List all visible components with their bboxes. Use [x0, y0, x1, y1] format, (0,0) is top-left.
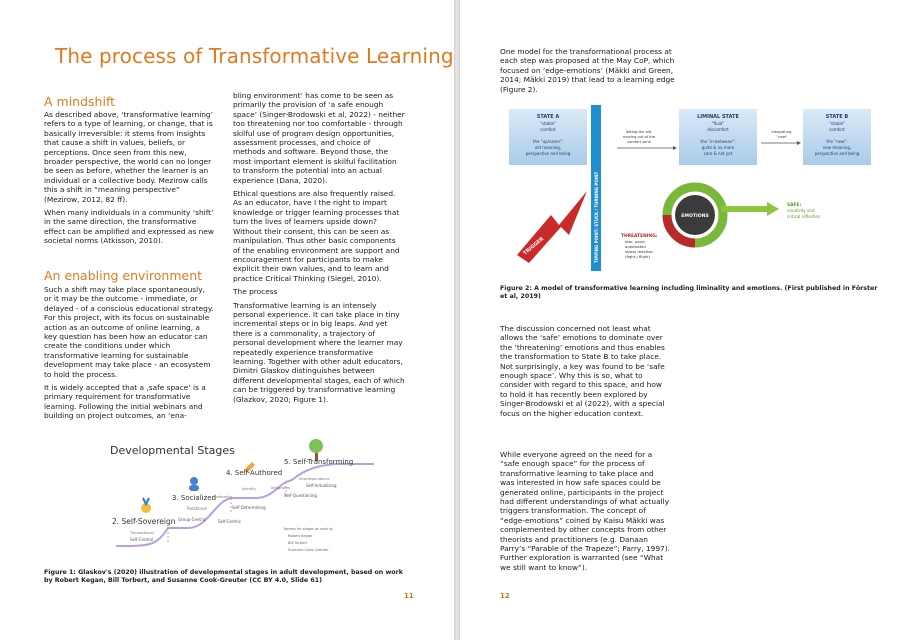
- heading-mindshift: A mindshift: [44, 94, 116, 109]
- subheading-process: The process: [233, 287, 278, 297]
- page-12: [460, 0, 917, 640]
- paragraph: bling environment’ has come to be seen as primarily the provision of ‘a safe enough space’ (Singer-Brodowski et al, 2022) - neither too threatening nor too comfortable - through skilful use of program design opportunities, assessment processes, and choice of methods and software. Beyond those, the most important element is skilful facilitation to transform the potential into an actual experience (Dana, 2020).: [233, 91, 405, 185]
- state-b-sub: "stable": [829, 121, 845, 126]
- credit: Names for stages as used by: [284, 527, 334, 531]
- threat-label: stress reaction: [625, 249, 653, 254]
- emotions-label: EMOTIONS: [681, 214, 709, 219]
- stage-4-label: 4. Self-Authored: [226, 469, 283, 477]
- column-1-top: [44, 110, 214, 250]
- tag: Self-Control: [130, 537, 154, 542]
- state-b-desc: perspective and being: [814, 151, 860, 156]
- transformative-learning-model-figure: [507, 103, 873, 273]
- state-a-sub: "stable": [540, 121, 556, 126]
- integrating-label: integrating,: [771, 130, 793, 134]
- safe-label: creativity and: [787, 208, 815, 213]
- figure-1-caption: Figure 1: Glaskov's (2020) illustration of developmental stages in adult development, based on work by Robert Kegan, Bill Torbert, and Susanne Cook-Greuter (CC BY 4.0, Slide 61): [44, 569, 403, 585]
- paragraph: Ethical questions are also frequently raised. As an educator, have I the right to impart knowledge or trigger learning processes that turn the lives of learners upside down? Without their consent, this can be seen as manipulation. Thus other basic components of the enabling environment are support and encouragement for participants to make explicit their own values, and to learn and practice Critical Thinking (Siegel, 2010).: [233, 189, 400, 283]
- arrow-head-icon: [673, 146, 677, 150]
- liminal-title: LIMINAL STATE: [697, 114, 739, 120]
- stage-3-label: 3. Socialized: [172, 494, 217, 502]
- tag: Conformity: [212, 495, 232, 499]
- leaving-label: letting the old,: [625, 130, 653, 134]
- liminal-sub2: discomfort: [707, 127, 729, 132]
- figure-2-caption: Figure 2: A model of transformative learning including liminality and emotions. (First published in Förster et al, 2019): [500, 285, 878, 301]
- threat-label: automated: [625, 244, 646, 249]
- state-a-desc: the "up/same":: [532, 139, 564, 144]
- staircase-dots: [168, 482, 286, 542]
- liminal-desc: the "in-between":: [700, 139, 736, 144]
- paragraph: It is widely accepted that a ‚safe space‘ is a primary requirement for transformative learning. Following the initial webinars and building on project outcomes, an ‘ena-: [44, 383, 206, 421]
- paragraph: The discussion concerned not least what allows the ‘safe’ emotions to dominate over the ‘threatening’ emotions and thus enables the transformation to State B to take place. Not surprisingly, a key was found to be ‘safe enough space’. Why this is so, what to consider with regard to this space, and how to hold it has recently been explored by Singer-Brodowski et al (2022), with a special focus on the higher education context.: [500, 324, 665, 418]
- liminal-desc: care & not yet: [703, 151, 733, 156]
- state-b-title: STATE B: [825, 114, 849, 120]
- page-11: [0, 0, 454, 640]
- state-a-sub2: comfort: [540, 127, 556, 132]
- people-icon: [190, 477, 198, 485]
- credit: Robert Kegan: [288, 534, 313, 538]
- medal-ribbon-icon: [143, 498, 149, 504]
- tag: Self-Actualizing: [306, 483, 337, 488]
- column-1-bottom: [44, 285, 214, 425]
- intro-paragraph: One model for the transformational process at each step was proposed at the May CoP, which focused on ‘edge-emotions’ (Mäkki and Green, 2014; Mäkki 2019) that lead to a learning edge (Figure 2).: [500, 47, 675, 94]
- tag: Relational: [187, 506, 207, 511]
- trigger-label: TRIGGER: [522, 236, 546, 257]
- integrating-label: "new": [776, 135, 788, 139]
- green-arrow-head-icon: [767, 202, 779, 216]
- stage-5-label: 5. Self-Transforming: [284, 458, 354, 466]
- state-b-desc: the "new":: [826, 139, 848, 144]
- tag: Identity: [242, 487, 256, 491]
- tree-icon: [309, 439, 323, 453]
- credit: Susanne Cook-Greuter: [288, 548, 329, 552]
- heading-enabling-environment: An enabling environment: [44, 268, 203, 283]
- paragraph: When many individuals in a community ‘shift’ in the same direction, the transformative effect can be amplified and expressed as new societal norms (Atkisson, 2010).: [44, 208, 214, 246]
- threat-label: fear, panic: [625, 239, 646, 244]
- paragraph: While everyone agreed on the need for a “safe enough space” for the process of transformative learning to take place and was interested in how safe spaces could be generated online, participants in the project had different understandings of what actually triggers transformation. The concept of “edge-emotions” coined by Kaisu Mäkki was complemented by other concepts from other theorists and practitioners (e.g. Danaan Parry’s “Parable of the Trapeze”; Parry, 1997). Further exploration is warranted (see “What we still want to know”).: [500, 450, 670, 572]
- liminal-sub: "fluid": [711, 121, 725, 126]
- state-a-title: STATE A: [536, 114, 560, 120]
- paragraph: Transformative learning is an intensely personal experience. It can take place in tiny incremental steps or in big leaps. And yet there is a commonality, a trajectory of personal development where the learner may repeatedly experience transformative learning. Together with other adult educators, Dimitri Glaskov distinguishes between different developmental stages, each of which can be triggered by transformative learning (Glazkov, 2020; Figure 1).: [233, 300, 405, 404]
- leaving-label: comfort zone: [627, 140, 651, 144]
- state-a-desc: perspective and being: [525, 151, 571, 156]
- threat-label: (fight / flight): [625, 254, 651, 259]
- arrow-head-icon: [797, 141, 801, 145]
- figure-title: Developmental Stages: [110, 444, 235, 457]
- safe-label: SAFE:: [787, 203, 802, 208]
- tipping-point-label: TIPPING POINT: STUCK / TURNING POINT: [594, 171, 599, 263]
- state-a-desc: old meaning,: [534, 145, 562, 150]
- tag: Interdependence: [299, 477, 330, 481]
- column-2: [233, 91, 405, 408]
- state-b-desc: new meaning,: [822, 145, 852, 150]
- liminal-desc: quite & no more: [701, 145, 735, 150]
- credit: Bill Torbert: [288, 541, 308, 545]
- tag: Transactional: [130, 531, 154, 535]
- paragraph: As described above, ‘transformative learning’ refers to a type of learning, or change, that is basically irreversible: it stems from insights that cause a shift in values, beliefs, or perceptions. Once seen from this new, broader perspective, the world can no longer be seen as before, whether the learner is an individual or a collective body. Mezirow calls this a shift in “meaning perspective” (Mezirow, 2012, 82 ff).: [44, 110, 213, 204]
- stage-2-label: 2. Self-Sovereign: [112, 517, 176, 526]
- tag: Self-Determining: [232, 505, 266, 510]
- tag: Self-Questioning: [284, 493, 317, 498]
- page-number: 11: [404, 592, 414, 600]
- state-b-sub2: comfort: [829, 127, 845, 132]
- tag: Group-Centric: [178, 517, 206, 522]
- people-body-icon: [189, 485, 199, 491]
- safe-label: critical reflection: [787, 214, 821, 219]
- developmental-stages-figure: [96, 434, 396, 562]
- page-number: 12: [500, 592, 510, 600]
- tag: Integrated: [271, 486, 290, 490]
- tag: Self-Centric: [218, 519, 242, 524]
- paragraph: Such a shift may take place spontaneously, or it may be the outcome - immediate, or delayed - of a conscious educational strategy. For this project, with its focus on sustainable action as an outcome of online learning, a key question has been how an educator can create the conditions under which transformative learning for sustainable development may take place - an ecosystem to hold the process.: [44, 285, 214, 379]
- leaving-label: moving out of the: [622, 135, 656, 139]
- threat-label: THREATENING:: [621, 234, 658, 239]
- page-title: The process of Transformative Learning: [55, 44, 454, 68]
